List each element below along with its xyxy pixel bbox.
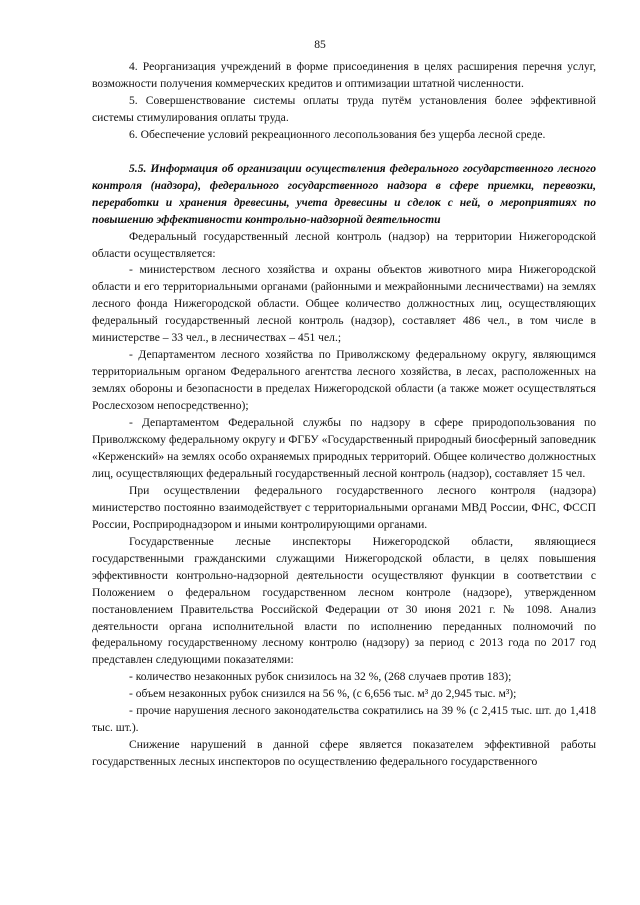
paragraph-interaction: При осуществлении федерального государственного лесного контроля (надзора) министерство постоянно взаимодействует с территориальными органами МВД России, ФНС, ФССП России, Росприроднадзором и иными контролирующими органами. <box>92 483 596 531</box>
paragraph-item-4: 4. Реорганизация учреждений в форме присоединения в целях расширения перечня услуг, возможности получения коммерческих кредитов и оптимизации штатной численности. <box>92 60 596 90</box>
list-item-illegal-logging-count: - количество незаконных рубок снизилось на 32 %, (268 случаев против 183); <box>129 670 512 684</box>
paragraph-inspectors: Государственные лесные инспекторы Нижегородской области, являющиеся государственными гражданскими служащими Нижегородской области, в целях повышения эффективности контрольно-надзорной деятельности осуществляют функции в соответствии с Положением о федеральном государственном лесном контроле (надзоре), утвержденном постановлением Правительства Российской Федерации от 30 июня 2021 г. № 1098. Анализ деятельности органа исполнительной власти по исполнению переданных полномочий по федеральному государственному лесному контролю (надзору) за период с 2013 года по 2017 год представлен следующими показателями: <box>92 534 596 667</box>
section-heading: 5.5. Информация об организации осуществления федерального государственного лесного контроля (надзора), федерального государственного надзора в сфере приемки, перевозки, переработки и хранения древесины, учета древесины и сделок с ней, о мероприятиях по повышению эффективности контрольно-надзорной деятельности <box>92 161 596 226</box>
list-item-other-violations: - прочие нарушения лесного законодательства сократились на 39 % (с 2,415 тыс. шт. до 1,418 тыс. шт.). <box>92 704 596 735</box>
paragraph-item-5: 5. Совершенствование системы оплаты труда путём установления более эффективной системы стимулирования оплаты труда. <box>92 93 596 124</box>
paragraph-nature-service: - Департаментом Федеральной службы по надзору в сфере природопользования по Приволжскому федеральному округу и ФГБУ «Государственный природный биосферный заповедник «Керженский» на землях особо охраняемых природных территорий. Общее количество должностных лиц, осуществляющих федеральный государственный лесной контроль (надзор), составляет 15 чел. <box>92 416 596 480</box>
page-number: 85 <box>314 38 326 51</box>
paragraph-conclusion: Снижение нарушений в данной сфере является показателем эффективной работы государственных лесных инспекторов по осуществлению федерального государственного <box>92 738 596 769</box>
paragraph-ministry: - министерством лесного хозяйства и охраны объектов животного мира Нижегородской области и его территориальными органами (районными и межрайонными лесничествами) на землях лесного фонда Нижегородской области. Общее количество должностных лиц, осуществляющих федеральный государственный лесной контроль (надзор), составляет 486 чел., в том числе в министерстве – 33 чел., в лесничествах – 451 чел.; <box>92 263 596 345</box>
paragraph-item-6: 6. Обеспечение условий рекреационного лесопользования без ущерба лесной среде. <box>129 127 546 141</box>
paragraph-forestry-department: - Департаментом лесного хозяйства по Приволжскому федеральному округу, являющимся территориальным органом Федерального агентства лесного хозяйства, в лесах, расположенных на землях обороны и безопасности в пределах Нижегородской области (а также может осуществляться Рослесхозом непосредственно); <box>92 348 596 413</box>
paragraph-control-intro: Федеральный государственный лесной контроль (надзор) на территории Нижегородской области осуществляется: <box>92 229 596 260</box>
document-body <box>92 59 596 771</box>
list-item-illegal-logging-volume: - объем незаконных рубок снизился на 56 %, (с 6,656 тыс. м³ до 2,945 тыс. м³); <box>129 687 517 701</box>
